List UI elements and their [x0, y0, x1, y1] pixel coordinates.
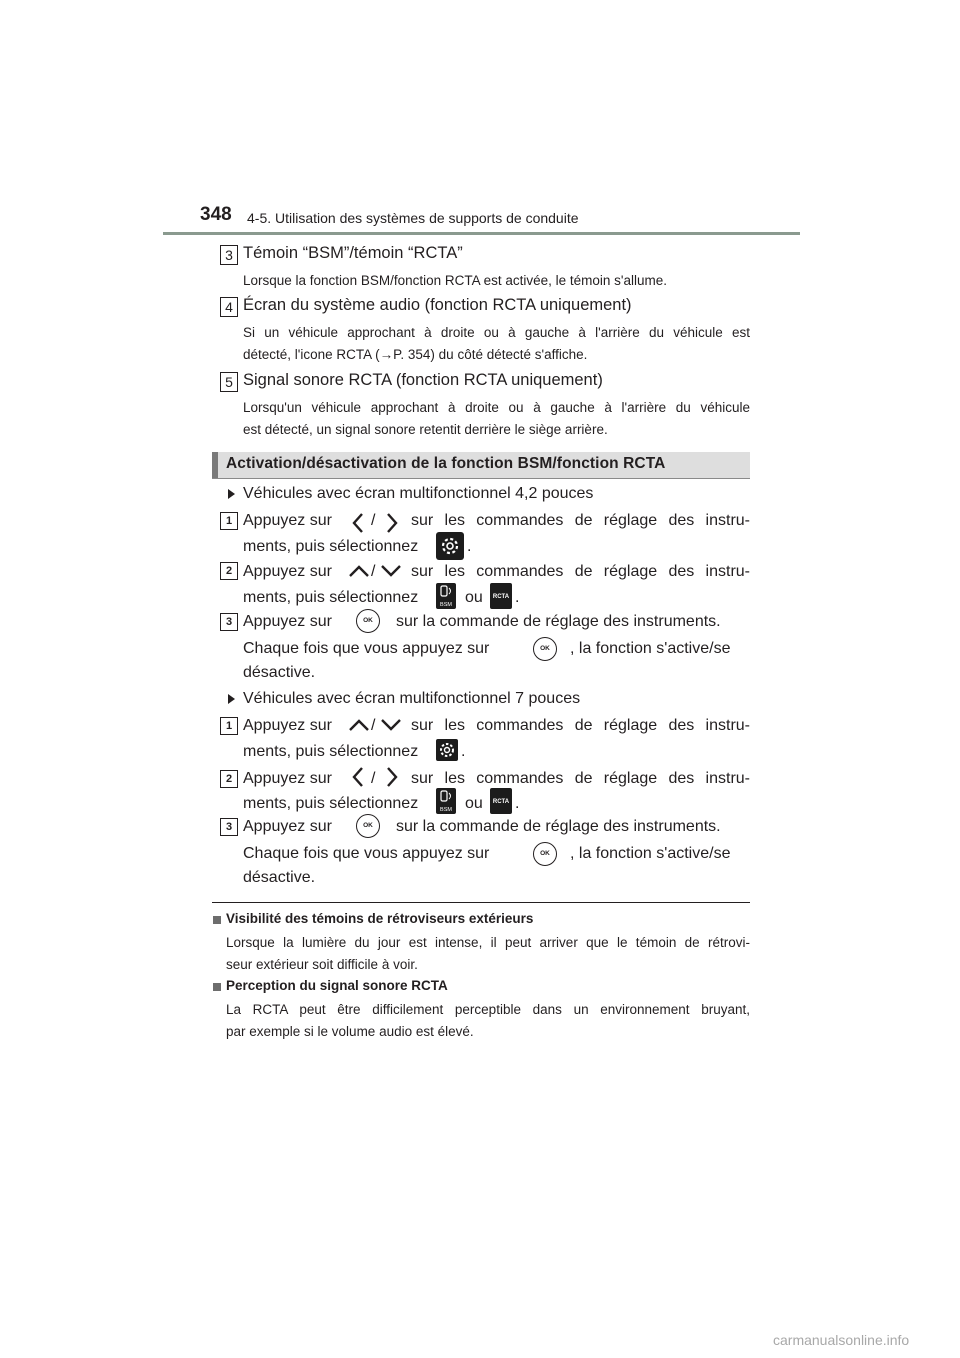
- step-end: .: [515, 589, 520, 606]
- step-text-pre: Appuyez sur: [243, 818, 332, 835]
- step-separator: /: [371, 512, 376, 529]
- square-bullet-icon: [213, 916, 221, 924]
- step-number: 2: [220, 562, 238, 580]
- step-follow-post: , la fonction s'active/se: [570, 640, 731, 657]
- page-number: 348: [200, 204, 232, 225]
- item-text-line: Si un véhicule approchant à droite ou à gauche à l'arrière du véhicule est: [243, 325, 750, 340]
- section-bar-title: Activation/désactivation de la fonction BSM/fonction RCTA: [226, 455, 666, 472]
- step-text-pre: Appuyez sur: [243, 770, 332, 787]
- rcta-icon: [490, 788, 512, 814]
- chevron-down-icon: [380, 564, 402, 578]
- bsm-icon: [436, 583, 456, 609]
- step-text-line2: ments, puis sélectionnez: [243, 743, 419, 760]
- chevron-left-icon: [350, 512, 366, 534]
- step-text-line2: ments, puis sélectionnez: [243, 589, 419, 606]
- step-number: 3: [220, 818, 238, 836]
- step-or: ou: [465, 589, 483, 606]
- chevron-down-icon: [380, 718, 402, 732]
- step-number: 3: [220, 613, 238, 631]
- bsm-label: BSM: [440, 602, 452, 608]
- triangle-bullet-icon: [228, 489, 235, 499]
- note-text: [226, 932, 750, 976]
- section-bar-underline: [212, 478, 750, 479]
- procedure-heading: Véhicules avec écran multifonctionnel 4,2 pouces: [243, 485, 594, 502]
- step-text-post: sur les commandes de réglage des instru-: [411, 563, 750, 580]
- chevron-left-icon: [350, 766, 366, 788]
- item-text-3: [243, 270, 750, 292]
- step-text-line2: ments, puis sélectionnez: [243, 795, 419, 812]
- step-number: 1: [220, 717, 238, 735]
- note-title: Visibilité des témoins de rétroviseurs extérieurs: [226, 911, 534, 926]
- note-text-line: seur extérieur soit difficile à voir.: [226, 957, 418, 972]
- rcta-label: RCTA: [492, 799, 510, 805]
- step-text-pre: Appuyez sur: [243, 717, 332, 734]
- bsm-icon: [436, 788, 456, 814]
- chevron-right-icon: [384, 766, 400, 788]
- step-follow-pre: Chaque fois que vous appuyez sur: [243, 845, 490, 862]
- chevron-right-icon: [384, 512, 400, 534]
- step-follow-line2: désactive.: [243, 869, 316, 886]
- item-title-3: Témoin “BSM”/témoin “RCTA”: [243, 244, 463, 262]
- note-text: [226, 999, 750, 1043]
- section-bar-accent: [212, 452, 218, 478]
- step-number: 2: [220, 770, 238, 788]
- step-number: 1: [220, 512, 238, 530]
- step-separator: /: [371, 770, 376, 787]
- ok-button-icon: OK: [356, 814, 380, 838]
- rcta-icon: [490, 583, 512, 609]
- callout-4: 4: [220, 297, 238, 317]
- item-text-4: [243, 322, 750, 366]
- bsm-label: BSM: [440, 807, 452, 813]
- item-text-line: est détecté, un signal sonore retentit derrière le siège arrière.: [243, 422, 608, 437]
- step-end: .: [467, 538, 472, 555]
- chevron-up-icon: [348, 718, 370, 732]
- ok-button-icon: OK: [533, 842, 557, 866]
- callout-5: 5: [220, 372, 238, 392]
- step-text-post: sur la commande de réglage des instruments.: [396, 613, 721, 630]
- item-text-5: [243, 397, 750, 441]
- step-text-pre: Appuyez sur: [243, 613, 332, 630]
- step-follow-post: , la fonction s'active/se: [570, 845, 731, 862]
- step-end: .: [515, 795, 520, 812]
- step-text-pre: Appuyez sur: [243, 512, 332, 529]
- section-title: 4-5. Utilisation des systèmes de supports de conduite: [247, 210, 579, 226]
- step-end: .: [461, 743, 466, 760]
- item-title-4: Écran du système audio (fonction RCTA uniquement): [243, 296, 632, 314]
- header-rule: [163, 232, 800, 235]
- chevron-up-icon: [348, 564, 370, 578]
- callout-3: 3: [220, 245, 238, 265]
- note-text-line: La RCTA peut être difficilement perceptible dans un environnement bruyant,: [226, 1002, 750, 1017]
- step-separator: /: [371, 717, 376, 734]
- step-text-post: sur les commandes de réglage des instru-: [411, 512, 750, 529]
- notes-divider: [212, 902, 750, 903]
- item-text-line: Lorsque la fonction BSM/fonction RCTA est activée, le témoin s'allume.: [243, 273, 668, 288]
- ok-button-icon: OK: [533, 637, 557, 661]
- step-text-post: sur les commandes de réglage des instru-: [411, 770, 750, 787]
- gear-icon: [436, 532, 464, 560]
- step-text-pre: Appuyez sur: [243, 563, 332, 580]
- step-text-line2: ments, puis sélectionnez: [243, 538, 419, 555]
- procedure-heading: Véhicules avec écran multifonctionnel 7 pouces: [243, 690, 581, 707]
- step-or: ou: [465, 795, 483, 812]
- item-title-5: Signal sonore RCTA (fonction RCTA uniquement): [243, 371, 603, 389]
- watermark: carmanualsonline.info: [773, 1332, 910, 1348]
- item-text-line: Lorsqu'un véhicule approchant à droite ou à gauche à l'arrière du véhicule: [243, 400, 750, 415]
- note-text-line: Lorsque la lumière du jour est intense, il peut arriver que le témoin de rétrovi-: [226, 935, 750, 950]
- triangle-bullet-icon: [228, 694, 235, 704]
- note-title: Perception du signal sonore RCTA: [226, 978, 448, 993]
- step-text-post: sur les commandes de réglage des instru-: [411, 717, 750, 734]
- step-separator: /: [371, 563, 376, 580]
- step-follow-pre: Chaque fois que vous appuyez sur: [243, 640, 490, 657]
- item-text-line: détecté, l'icone RCTA (→P. 354) du côté détecté s'affiche.: [243, 347, 588, 362]
- rcta-label: RCTA: [492, 594, 510, 600]
- step-text-post: sur la commande de réglage des instruments.: [396, 818, 721, 835]
- note-text-line: par exemple si le volume audio est élevé.: [226, 1024, 474, 1039]
- square-bullet-icon: [213, 983, 221, 991]
- gear-icon: [436, 739, 458, 761]
- ok-button-icon: OK: [356, 609, 380, 633]
- step-follow-line2: désactive.: [243, 664, 316, 681]
